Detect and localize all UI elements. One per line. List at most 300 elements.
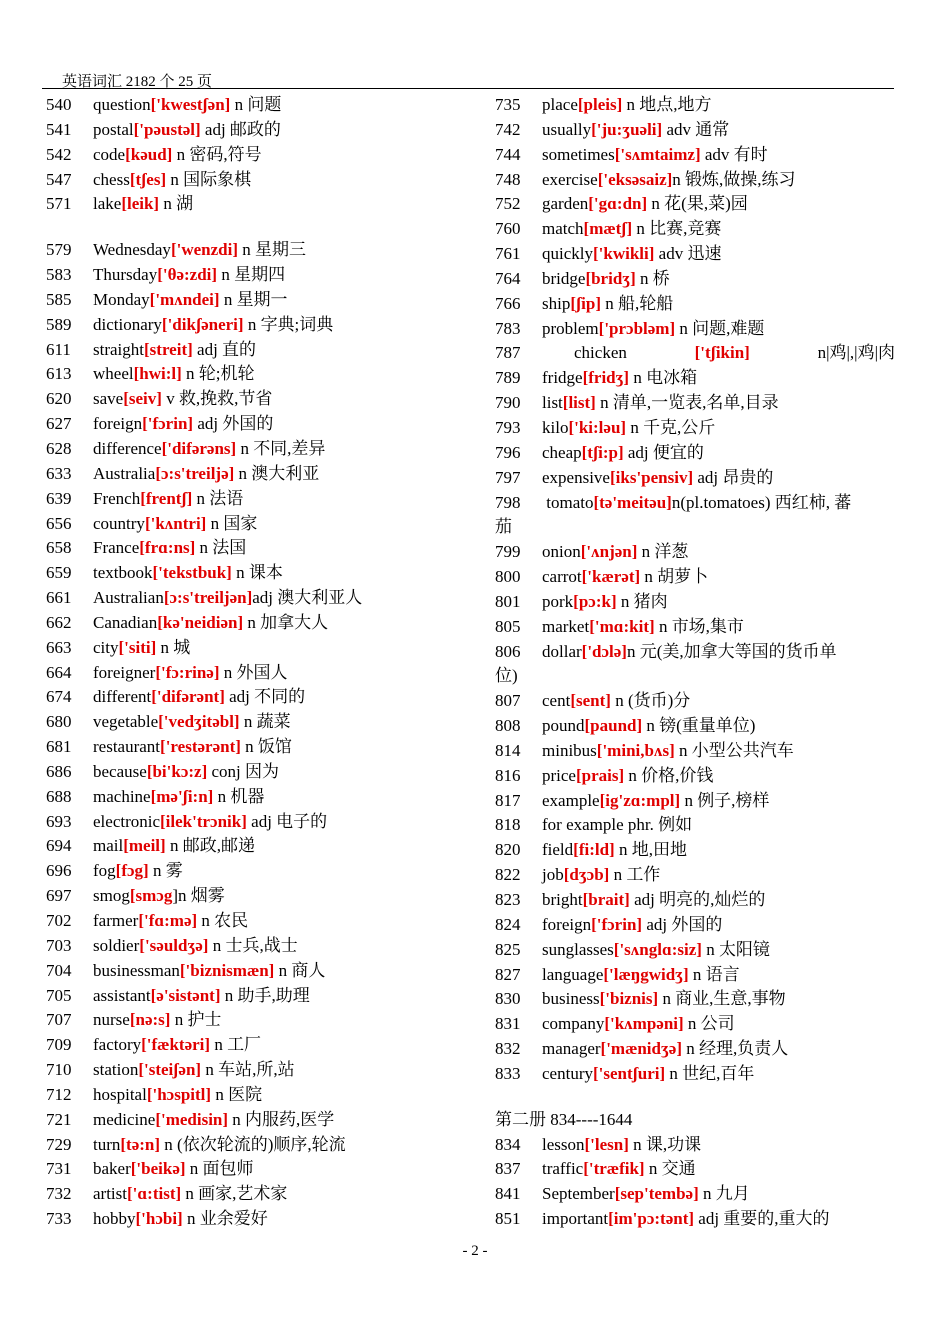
entry-number: 710 xyxy=(46,1060,72,1080)
entry-word: turn xyxy=(93,1134,121,1154)
entry-number: 613 xyxy=(46,364,72,384)
entry-word: city xyxy=(93,637,119,657)
entry-number: 709 xyxy=(46,1035,72,1055)
entry-phonetic: [nə:s] xyxy=(129,1010,171,1030)
entry-word: ship xyxy=(542,293,571,313)
vocab-entry xyxy=(46,263,466,288)
entry-word: pork xyxy=(542,591,574,611)
entry-phonetic: ['səuldʒə] xyxy=(139,935,209,955)
entry-number: 796 xyxy=(495,442,521,462)
entry-number: 807 xyxy=(495,691,521,711)
entry-word: fog xyxy=(93,861,116,881)
vocab-entry xyxy=(495,391,895,416)
entry-word: field xyxy=(542,840,574,860)
entry-phonetic: [tʃi:p] xyxy=(581,442,624,462)
entry-word: Wednesday xyxy=(93,240,171,260)
entry-number: 799 xyxy=(495,542,521,562)
entry-number: 628 xyxy=(46,438,72,458)
entry-definition: n 外国人 xyxy=(219,662,288,682)
vocab-entry xyxy=(46,785,466,810)
entry-definition: n 护士 xyxy=(170,1010,222,1030)
entry-phonetic: ['tekstbuk] xyxy=(152,563,232,583)
entry-word: pound xyxy=(542,716,585,736)
entry-definition: n 问题 xyxy=(230,95,282,114)
header-rule xyxy=(42,88,894,89)
entry-word: century xyxy=(542,1063,593,1083)
entry-number: 705 xyxy=(46,985,72,1005)
entry-phonetic: ['hɔbi] xyxy=(135,1209,183,1229)
vocab-entry xyxy=(495,739,895,764)
entry-phonetic: ['hɔspitl] xyxy=(146,1084,212,1104)
vocab-entry xyxy=(46,1182,466,1207)
entry-definition: n 商业,生意,事物 xyxy=(658,989,786,1009)
entry-definition-continued: 位) xyxy=(495,666,518,686)
vocab-entry xyxy=(46,412,466,437)
entry-number: 589 xyxy=(46,314,72,334)
entry-definition: n 雾 xyxy=(148,861,183,881)
entry-word: straight xyxy=(93,339,144,359)
entry-phonetic: [fridʒ] xyxy=(582,368,630,388)
entry-word: sunglasses xyxy=(542,939,614,959)
vocab-entry xyxy=(46,168,466,193)
entry-number: 733 xyxy=(46,1209,72,1229)
entry-definition: n 市场,集市 xyxy=(654,616,744,636)
entry-number: 744 xyxy=(495,144,521,164)
entry-definition: n 洋葱 xyxy=(637,542,689,562)
entry-definition: n 法语 xyxy=(192,488,244,508)
entry-definition: n 经理,负责人 xyxy=(682,1039,789,1059)
entry-definition: n(pl.tomatoes) 西红柿, 蕃 xyxy=(671,492,852,512)
entry-word: Australian xyxy=(93,588,164,608)
vocab-entry xyxy=(46,1033,466,1058)
entry-number: 816 xyxy=(495,765,521,785)
entry-definition: n 交通 xyxy=(644,1159,696,1179)
entry-definition: n 不同,差异 xyxy=(236,438,326,458)
entry-word: Monday xyxy=(93,289,150,309)
entry-word: postal xyxy=(93,119,134,139)
entry-definition: adj 重要的,重大的 xyxy=(694,1209,830,1229)
vocab-entry xyxy=(46,934,466,959)
entry-number: 659 xyxy=(46,563,72,583)
entry-number: 707 xyxy=(46,1010,72,1030)
entry-number: 805 xyxy=(495,616,521,636)
entry-definition: n 车站,所,站 xyxy=(201,1060,295,1080)
entry-number: 656 xyxy=(46,513,72,533)
entry-number: 789 xyxy=(495,368,521,388)
entry-number: 820 xyxy=(495,840,521,860)
entry-phonetic: [brait] xyxy=(582,890,630,909)
entry-phonetic: [tə:n] xyxy=(120,1134,161,1154)
entry-word: hospital xyxy=(93,1084,147,1104)
entry-phonetic: ['gɑ:dn] xyxy=(588,194,648,214)
entry-number: 731 xyxy=(46,1159,72,1179)
entry-phonetic: [fɔg] xyxy=(115,861,149,881)
vocab-entry xyxy=(495,1182,895,1207)
entry-phonetic: [ɔ:s'treiljən] xyxy=(163,588,253,608)
entry-word: language xyxy=(542,964,604,984)
vocab-entry xyxy=(495,938,895,963)
entry-phonetic: ['ɑ:tist] xyxy=(127,1184,182,1204)
entry-word: lesson xyxy=(542,1134,585,1154)
entry-number: 639 xyxy=(46,488,72,508)
entry-number: 732 xyxy=(46,1184,72,1204)
entry-number: 729 xyxy=(46,1134,72,1154)
vocab-entry xyxy=(46,760,466,785)
entry-definition: n 医院 xyxy=(211,1084,263,1104)
entry-definition: n 法国 xyxy=(195,538,247,558)
vocab-entry xyxy=(495,590,895,615)
entry-word: match xyxy=(542,219,584,239)
vocab-entry xyxy=(46,512,466,537)
entry-definition: n 问题,难题 xyxy=(675,318,765,338)
entry-definition: n 商人 xyxy=(274,960,326,980)
vocab-entry xyxy=(46,1157,466,1182)
vocab-entry xyxy=(495,1037,895,1062)
entry-definition: n 内服药,医学 xyxy=(228,1109,335,1129)
entry-phonetic: [ʃip] xyxy=(570,293,601,313)
entry-phonetic: ['wenzdi] xyxy=(170,240,238,260)
entry-phonetic: ['kʌmpəni] xyxy=(604,1014,684,1034)
entry-word: soldier xyxy=(93,935,140,955)
entry-phonetic: [pɔ:k] xyxy=(573,591,617,611)
vocab-entry xyxy=(46,810,466,835)
entry-number: 801 xyxy=(495,591,521,611)
entry-phonetic: [prais] xyxy=(575,765,625,785)
entry-number: 583 xyxy=(46,265,72,285)
entry-number: 658 xyxy=(46,538,72,558)
entry-word: example xyxy=(542,790,600,810)
entry-phonetic: [sep'tembə] xyxy=(614,1184,699,1204)
vocab-entry xyxy=(46,611,466,636)
entry-phonetic: ['fɔrin] xyxy=(142,414,194,434)
entry-phonetic: [bi'kɔ:z] xyxy=(146,761,208,781)
entry-word: textbook xyxy=(93,563,153,583)
entry-word: minibus xyxy=(542,740,597,760)
entry-definition: n 课本 xyxy=(231,563,283,583)
entry-definition: n 士兵,战士 xyxy=(208,935,298,955)
vocab-entry xyxy=(46,636,466,661)
entry-number: 663 xyxy=(46,637,72,657)
entry-phonetic: ['fɔrin] xyxy=(591,914,643,934)
entry-definition: n 猪肉 xyxy=(616,591,668,611)
entry-definition: n 元(美,加拿大等国的货币单 xyxy=(626,641,837,661)
vocab-entry xyxy=(495,963,895,988)
vocab-entry xyxy=(46,313,466,338)
entry-number: 764 xyxy=(495,268,521,288)
entry-number: 818 xyxy=(495,815,521,835)
right-column xyxy=(495,93,895,1232)
entry-word: tomato xyxy=(542,492,594,512)
entry-number: 541 xyxy=(46,119,72,139)
entry-phonetic: [ig'zɑ:mpl] xyxy=(599,790,681,810)
entry-word: assistant xyxy=(93,985,151,1005)
entry-definition: n 国际象棋 xyxy=(166,169,252,189)
entry-number: 827 xyxy=(495,964,521,984)
entry-definition: adj 外国的 xyxy=(642,914,723,934)
vocab-entry xyxy=(46,288,466,313)
entry-phonetic: ['sʌnglɑ:siz] xyxy=(613,939,702,959)
vocab-entry xyxy=(46,1133,466,1158)
entry-definition: n 价格,价钱 xyxy=(624,765,714,785)
entry-phonetic: ['pəustəl] xyxy=(133,119,201,139)
entry-phonetic: ['vedʒitəbl] xyxy=(158,712,240,732)
entry-word: vegetable xyxy=(93,712,159,732)
entry-number: 633 xyxy=(46,463,72,483)
vocab-entry xyxy=(495,416,895,441)
entry-definition: adj 不同的 xyxy=(224,687,306,707)
entry-word: important xyxy=(542,1209,609,1229)
blank-row xyxy=(46,217,466,238)
entry-definition: v 救,挽救,节省 xyxy=(161,389,273,409)
entry-number: 823 xyxy=(495,890,521,909)
entry-word: chicken xyxy=(574,343,627,363)
entry-definition: n 澳大利亚 xyxy=(234,463,320,483)
vocab-entry xyxy=(495,565,895,590)
entry-definition: n 城 xyxy=(156,637,191,657)
vocab-entry xyxy=(495,341,895,366)
entry-number: 800 xyxy=(495,567,521,587)
entry-word: lake xyxy=(93,194,122,214)
entry-number: 627 xyxy=(46,414,72,434)
entry-definition: n 字典;词典 xyxy=(243,314,334,334)
entry-definition: adv 迅速 xyxy=(654,244,722,264)
entry-word: expensive xyxy=(542,467,610,487)
entry-phonetic: [mə'ʃi:n] xyxy=(150,786,214,806)
entry-definition: n 星期三 xyxy=(237,240,306,260)
entry-phonetic: [tə'meitəu] xyxy=(593,492,672,512)
entry-word: foreigner xyxy=(93,662,156,682)
vocab-entry xyxy=(495,640,895,690)
entry-definition: adj 明亮的,灿烂的 xyxy=(629,890,766,909)
entry-definition: adj 便宜的 xyxy=(623,442,704,462)
vocab-entry xyxy=(46,1058,466,1083)
vocab-entry xyxy=(46,93,466,118)
entry-word: problem xyxy=(542,318,599,338)
vocab-entry xyxy=(46,1207,466,1232)
entry-definition: n 湖 xyxy=(159,194,194,214)
entry-phonetic: [frentʃ] xyxy=(140,488,193,508)
entry-phonetic: [paund] xyxy=(584,716,643,736)
vocab-entry xyxy=(495,168,895,193)
entry-definition: n 世纪,百年 xyxy=(665,1063,755,1083)
entry-phonetic: ['mænidʒə] xyxy=(600,1039,682,1059)
entry-word: place xyxy=(542,95,578,114)
entry-phonetic: ['kwikli] xyxy=(593,244,655,264)
entry-word: manager xyxy=(542,1039,601,1059)
vocab-entry xyxy=(46,884,466,909)
entry-definition: n 九月 xyxy=(698,1184,750,1204)
entry-word: traffic xyxy=(542,1159,584,1179)
entry-definition: n 机器 xyxy=(213,786,265,806)
entry-definition: n 画家,艺术家 xyxy=(181,1184,288,1204)
entry-definition: n 地,田地 xyxy=(614,840,687,860)
entry-phonetic: ['kærət] xyxy=(581,567,641,587)
vocab-entry xyxy=(46,462,466,487)
vocab-entry xyxy=(495,1012,895,1037)
entry-number: 742 xyxy=(495,119,521,139)
entry-phonetic: ['fæktəri] xyxy=(141,1035,211,1055)
entry-number: 824 xyxy=(495,914,521,934)
entry-word: restaurant xyxy=(93,737,161,757)
vocab-entry xyxy=(495,789,895,814)
entry-number: 697 xyxy=(46,886,72,906)
entry-definition: conj 因为 xyxy=(207,761,280,781)
entry-number: 787 xyxy=(495,343,521,363)
entry-number: 712 xyxy=(46,1084,72,1104)
vocab-entry xyxy=(46,1108,466,1133)
entry-word: save xyxy=(93,389,124,409)
entry-number: 735 xyxy=(495,95,521,114)
entry-definition: n 国家 xyxy=(206,513,258,533)
entry-phonetic: ['biznismæn] xyxy=(179,960,275,980)
entry-number: 806 xyxy=(495,641,521,661)
vocab-entry xyxy=(46,1083,466,1108)
vocab-entry xyxy=(495,714,895,739)
entry-word: business xyxy=(542,989,600,1009)
entry-number: 841 xyxy=(495,1184,521,1204)
entry-phonetic: [mætʃ] xyxy=(583,219,633,239)
vocab-entry xyxy=(46,437,466,462)
entry-phonetic: [hwi:l] xyxy=(133,364,182,384)
entry-definition: n 密码,符号 xyxy=(172,144,262,164)
entry-number: 793 xyxy=(495,417,521,437)
entry-number: 721 xyxy=(46,1109,72,1129)
vocab-entry xyxy=(495,689,895,714)
entry-definition: n 工厂 xyxy=(210,1035,262,1055)
vocab-entry xyxy=(495,615,895,640)
vocab-entry xyxy=(495,118,895,143)
entry-definition: adj 电子的 xyxy=(246,811,328,831)
vocab-entry xyxy=(495,491,895,541)
entry-word: nurse xyxy=(93,1010,130,1030)
entry-phonetic: ['ju:ʒuəli] xyxy=(591,119,663,139)
entry-number: 766 xyxy=(495,293,521,313)
entry-number: 790 xyxy=(495,393,521,413)
vocab-entry xyxy=(46,710,466,735)
vocab-entry xyxy=(46,338,466,363)
entry-phonetic: ['kʌntri] xyxy=(144,513,207,533)
entry-definition-continued: 茄 xyxy=(495,517,512,537)
entry-word: French xyxy=(93,488,141,508)
entry-definition: n 蔬菜 xyxy=(239,712,291,732)
entry-word: kilo xyxy=(542,417,569,437)
entry-number: 814 xyxy=(495,740,521,760)
entry-definition: n 小型公共汽车 xyxy=(674,740,794,760)
entry-phonetic: ['træfik] xyxy=(583,1159,645,1179)
entry-number: 833 xyxy=(495,1063,521,1083)
entry-phonetic: ['fɑ:mə] xyxy=(138,911,198,930)
entry-word: price xyxy=(542,765,576,785)
entry-word: country xyxy=(93,513,145,533)
entry-number: 540 xyxy=(46,95,72,114)
entry-phonetic: ['mɑ:kit] xyxy=(589,616,655,636)
entry-definition: n (货币)分 xyxy=(610,691,691,711)
entry-phonetic: ['tʃikin] xyxy=(694,343,750,363)
entry-phonetic: ['lesn] xyxy=(584,1134,629,1154)
vocab-entry xyxy=(46,859,466,884)
entry-number: 694 xyxy=(46,836,72,856)
entry-word: mail xyxy=(93,836,124,856)
entry-phonetic: ['prɔbləm] xyxy=(598,318,676,338)
entry-number: 585 xyxy=(46,289,72,309)
entry-phonetic: ['difərəns] xyxy=(161,438,237,458)
vocab-entry xyxy=(46,143,466,168)
entry-definition: n 轮;机轮 xyxy=(181,364,255,384)
entry-definition: adj 直的 xyxy=(192,339,257,359)
entry-word: farmer xyxy=(93,911,139,930)
entry-phonetic: [iks'pensiv] xyxy=(609,467,694,487)
entry-number: 761 xyxy=(495,244,521,264)
entry-word: businessman xyxy=(93,960,180,980)
entry-number: 822 xyxy=(495,865,521,885)
entry-number: 688 xyxy=(46,786,72,806)
entry-phonetic: ['difərənt] xyxy=(151,687,225,707)
entry-definition: n 桥 xyxy=(635,268,670,288)
entry-word: station xyxy=(93,1060,139,1080)
entry-word: because xyxy=(93,761,147,781)
blank-row xyxy=(495,1087,895,1108)
entry-definition: adj 昂贵的 xyxy=(693,467,774,487)
entry-word: bright xyxy=(542,890,583,909)
vocab-entry xyxy=(46,118,466,143)
vocab-entry xyxy=(46,984,466,1009)
entry-phonetic: [list] xyxy=(562,393,596,413)
entry-phonetic: ['biznis] xyxy=(599,989,659,1009)
entry-word: dictionary xyxy=(93,314,162,334)
entry-definition: n 农民 xyxy=(197,911,249,930)
entry-definition: ]n 烟雾 xyxy=(172,886,225,906)
entry-definition: n 饭馆 xyxy=(240,737,292,757)
entry-word: machine xyxy=(93,786,151,806)
entry-word: foreign xyxy=(542,914,592,934)
vocab-entry xyxy=(495,267,895,292)
vocab-entry xyxy=(46,561,466,586)
vocab-entry xyxy=(495,863,895,888)
entry-word: bridge xyxy=(542,268,586,288)
vocab-entry xyxy=(495,838,895,863)
entry-word: for example xyxy=(542,815,624,835)
entry-definition: phr. 例如 xyxy=(623,815,693,835)
vocab-entry xyxy=(46,362,466,387)
entry-phonetic: ['mʌndei] xyxy=(149,289,220,309)
vocab-entry xyxy=(46,387,466,412)
entry-definition: n 镑(重量单位) xyxy=(642,716,756,736)
vocab-entry xyxy=(495,1157,895,1182)
entry-number: 704 xyxy=(46,960,72,980)
vocab-entry xyxy=(46,909,466,934)
entry-number: 680 xyxy=(46,712,72,732)
entry-number: 662 xyxy=(46,612,72,632)
entry-number: 783 xyxy=(495,318,521,338)
vocab-entry xyxy=(46,735,466,760)
entry-definition: n 电冰箱 xyxy=(629,368,698,388)
vocab-entry xyxy=(46,661,466,686)
entry-number: 851 xyxy=(495,1209,521,1229)
entry-phonetic: ['eksəsaiz] xyxy=(597,169,673,189)
entry-definition: n 比赛,竞赛 xyxy=(632,219,722,239)
entry-definition: n 胡萝卜 xyxy=(640,567,709,587)
entry-word: fridge xyxy=(542,368,583,388)
vocab-entry xyxy=(495,466,895,491)
entry-definition: n 星期四 xyxy=(217,265,286,285)
entry-phonetic: ['ki:ləu] xyxy=(568,417,627,437)
vocab-entry xyxy=(495,913,895,938)
entry-number: 825 xyxy=(495,939,521,959)
entry-definition: n 邮政,邮递 xyxy=(165,836,255,856)
entry-phonetic: [ə'sistənt] xyxy=(150,985,221,1005)
entry-phonetic: ['mini,bʌs] xyxy=(596,740,675,760)
vocab-entry xyxy=(46,238,466,263)
